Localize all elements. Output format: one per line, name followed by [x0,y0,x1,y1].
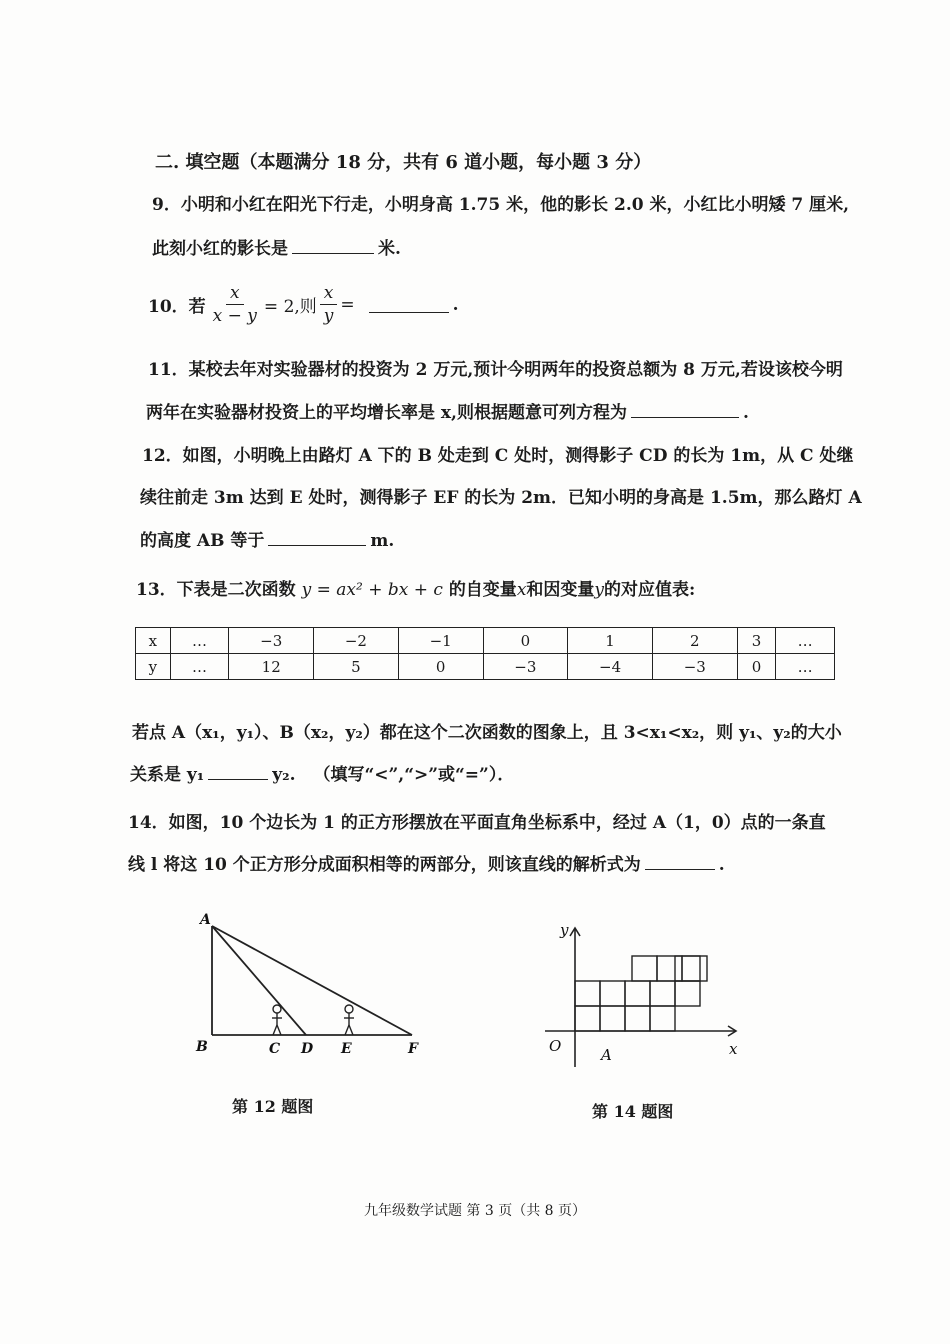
question-11-answer-blank[interactable] [631,401,739,418]
table-cell: 2 [652,628,737,654]
table-cell: 0 [737,654,776,680]
table-cell: … [170,628,229,654]
table-cell: −3 [652,654,737,680]
table-cell: −1 [398,628,483,654]
question-12-line2: 续往前走 3m 达到 E 处时，测得影子 EF 的长为 2m．已知小明的身高是 1.5m，那么路灯 A [140,488,862,508]
fraction-2-numerator: x [320,282,338,305]
question-11-line1: 11．某校去年对实验器材的投资为 2 万元,预计今明两年的投资总额为 8 万元,若设该校今明 [148,360,843,380]
question-12-unit: m. [370,531,395,551]
label-F: F [408,1041,418,1057]
question-13-line3 [130,760,514,785]
question-13-post: 的对应值表: [604,580,696,600]
question-10-fraction-2 [320,282,338,327]
fraction-1-numerator: x [226,282,244,305]
label-C: C [269,1041,281,1057]
question-10-period: . [452,294,459,315]
table-cell: 0 [398,654,483,680]
table-cell: 3 [737,628,776,654]
question-14-answer-blank[interactable] [645,853,715,870]
table-cell: −3 [229,628,314,654]
table-row-x [136,628,835,654]
question-10-prefix: 10．若 [148,297,206,317]
question-12-line3 [140,526,394,551]
question-13-line1 [136,575,695,600]
figure-12 [180,900,440,1070]
question-9-line2 [152,234,401,259]
figure-14 [535,915,755,1075]
question-11-text: 两年在实验器材投资上的平均增长率是 x,则根据题意可列方程为 [146,403,627,423]
label-y-axis: y [560,921,569,939]
section-header: 二. 填空题（本题满分 18 分，共有 6 道小题，每小题 3 分） [155,152,652,173]
question-14-line1: 14．如图，10 个边长为 1 的正方形摆放在平面直角坐标系中，经过 A（1，0）点的一条直 [128,813,826,833]
question-9-answer-blank[interactable] [292,237,374,254]
label-A: A [200,912,211,928]
question-10 [148,282,459,327]
person-at-C [272,1005,282,1035]
fraction-2-denominator: y [323,306,334,326]
figure-14-caption: 第 14 题图 [592,1102,674,1121]
label-B: B [196,1039,208,1055]
table-cell: 1 [568,628,653,654]
question-12-line1: 12．如图，小明晚上由路灯 A 下的 B 处走到 C 处时，测得影子 CD 的长为 1m，从 C 处继 [142,446,854,466]
question-13-line2: 若点 A（x₁，y₁）、B（x₂，y₂）都在这个二次函数的图象上，且 3<x₁<x₂，则 y₁、y₂的大小 [132,723,842,743]
square-grid [575,956,707,1031]
question-11-period: . [742,403,749,423]
fraction-1-denominator: x − y [212,306,257,326]
question-9-unit: 米. [378,239,401,259]
question-13-answer-blank[interactable] [208,763,268,780]
table-cell: x [136,628,171,654]
question-13-prefix: 13．下表是二次函数 [136,580,296,600]
table-cell: 0 [483,628,568,654]
question-9-text: 此刻小红的影长是 [152,239,288,259]
question-10-fraction-1 [209,282,261,327]
label-origin: O [549,1037,562,1055]
table-cell: y [136,654,171,680]
label-E: E [341,1041,352,1057]
question-13-instruction: （填写“<”,“>”或“=”）． [313,765,515,785]
table-cell: … [170,654,229,680]
table-cell: 5 [314,654,399,680]
table-cell: … [776,654,835,680]
question-12-text: 的高度 AB 等于 [140,531,265,551]
question-13-var-y: y [594,580,605,600]
table-cell: −3 [483,654,568,680]
question-13-relation-mid: y₂. [272,765,296,785]
label-x-axis: x [729,1040,738,1058]
shadow-line-AF [212,926,412,1035]
question-14-text: 线 l 将这 10 个正方形分成面积相等的两部分，则该直线的解析式为 [128,855,641,875]
figure-12-caption: 第 12 题图 [232,1097,314,1116]
question-9-line1: 9．小明和小红在阳光下行走，小明身高 1.75 米，他的影长 2.0 米，小红比小明矮 7 厘米, [152,195,850,215]
question-10-equals: = [340,294,355,315]
table-row-y [136,654,835,680]
question-12-answer-blank[interactable] [268,529,366,546]
question-10-answer-blank[interactable] [369,296,449,313]
question-13-formula: y = ax² + bx + c [301,580,443,600]
question-13-mid2: 和因变量 [526,580,595,600]
table-cell: −4 [568,654,653,680]
table-cell: … [776,628,835,654]
question-13-mid1: 的自变量 [448,580,517,600]
question-13-relation-pre: 关系是 y₁ [130,765,205,785]
table-cell: −2 [314,628,399,654]
label-D: D [301,1041,314,1057]
question-11-line2 [146,398,749,423]
person-at-E [344,1005,354,1035]
table-cell: 12 [229,654,314,680]
shadow-line-AD [212,926,306,1035]
question-13-value-table [135,627,835,680]
label-point-A: A [601,1046,612,1064]
question-13-var-x: x [516,580,527,600]
question-14-line2 [128,850,725,875]
question-10-condition: = 2,则 [263,297,317,317]
question-14-period: . [718,855,725,875]
page-footer: 九年级数学试题 第 3 页（共 8 页） [363,1203,587,1219]
